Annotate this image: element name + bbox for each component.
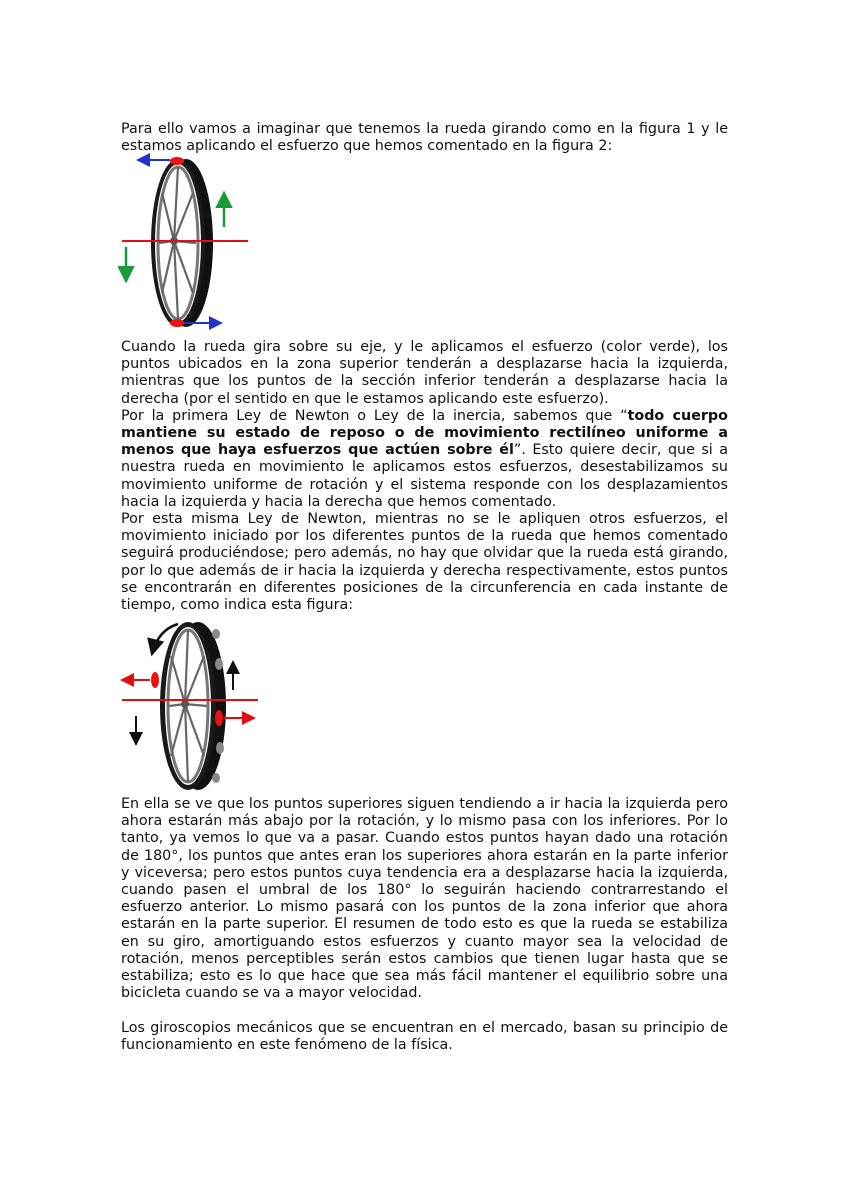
newton-after: ”. Esto quiere decir, que si a nuestra rueda en movimiento le aplicamos estos esfuerzos, desestabilizamos su movimiento uniforme de rotación y el sistema responde con los desplazamientos hacia la izquierda y hacia la derecha que hemos comentado. — [121, 442, 728, 510]
wheel-forces-figure — [118, 153, 250, 333]
newton-intro: Por la primera Ley de Newton o Ley de la inercia, sabemos que “ — [121, 407, 628, 424]
wheel — [151, 159, 213, 327]
upper-point — [151, 672, 159, 688]
paragraph-group — [121, 339, 728, 614]
paragraph-rotation: Por esta misma Ley de Newton, mientras no se le apliquen otros esfuerzos, el movimiento iniciado por los diferentes puntos de la rueda que hemos comentado seguirá produciéndose; pero además, no hay que olvidar que la rueda está girando, por lo que además de ir hacia la izquierda y derecha respectivamente, estos puntos se encontrarán en diferentes posiciones de la circunferencia en cada instante de tiempo, como indica esta figura: — [121, 511, 728, 614]
bottom-point — [170, 319, 184, 327]
newton-law: todo cuerpo mantiene su estado de reposo o de movimiento rectilíneo uniforme a menos que haya esfuerzos que actúen sobre él — [121, 407, 728, 459]
top-point — [170, 157, 184, 165]
paragraph-forces: Cuando la rueda gira sobre su eje, y le aplicamos el esfuerzo (color verde), los puntos ubicados en la zona superior tenderán a desplazarse hacia la izquierda, mientras que los puntos de la sección inferior tenderán a desplazarse hacia la derecha (por el sentido en que le estamos aplicando este esfuerzo). — [121, 339, 728, 407]
paragraph-intro: Para ello vamos a imaginar que tenemos la rueda girando como en la figura 1 y le estamos aplicando el esfuerzo que hemos comentado en la figura 2: — [121, 121, 728, 155]
paragraph-gyroscope: Los giroscopios mecánicos que se encuentran en el mercado, basan su principio de funcionamiento en este fenómeno de la física. — [121, 1020, 728, 1054]
wheel-rotation-figure — [118, 618, 260, 794]
wheel — [160, 622, 226, 790]
paragraph-result: En ella se ve que los puntos superiores siguen tendiendo a ir hacia la izquierda pero ahora estarán más abajo por la rotación, y lo mismo pasa con los inferiores. Por lo tanto, ya vemos lo que va a pasar. Cuando estos puntos hayan dado una rotación de 180°, los puntos que antes eran los superiores ahora estarán en la parte inferior y viceversa; pero estos puntos cuya tendencia era a desplazarse hacia la izquierda, cuando pasen el umbral de los 180° lo seguirán haciendo contrarrestando el esfuerzo anterior. Lo mismo pasará con los puntos de la zona inferior que ahora estarán en la parte superior. El resumen de todo esto es que la rueda se estabiliza en su giro, amortiguando estos esfuerzos y cuanto mayor sea la velocidad de rotación, menos perceptibles serán estos cambios que tienen lugar hasta que se estabiliza; esto es lo que hace que sea más fácil mantener el equilibrio sobre una bicicleta cuando se va a mayor velocidad. — [121, 796, 728, 1002]
lower-point — [215, 710, 223, 726]
